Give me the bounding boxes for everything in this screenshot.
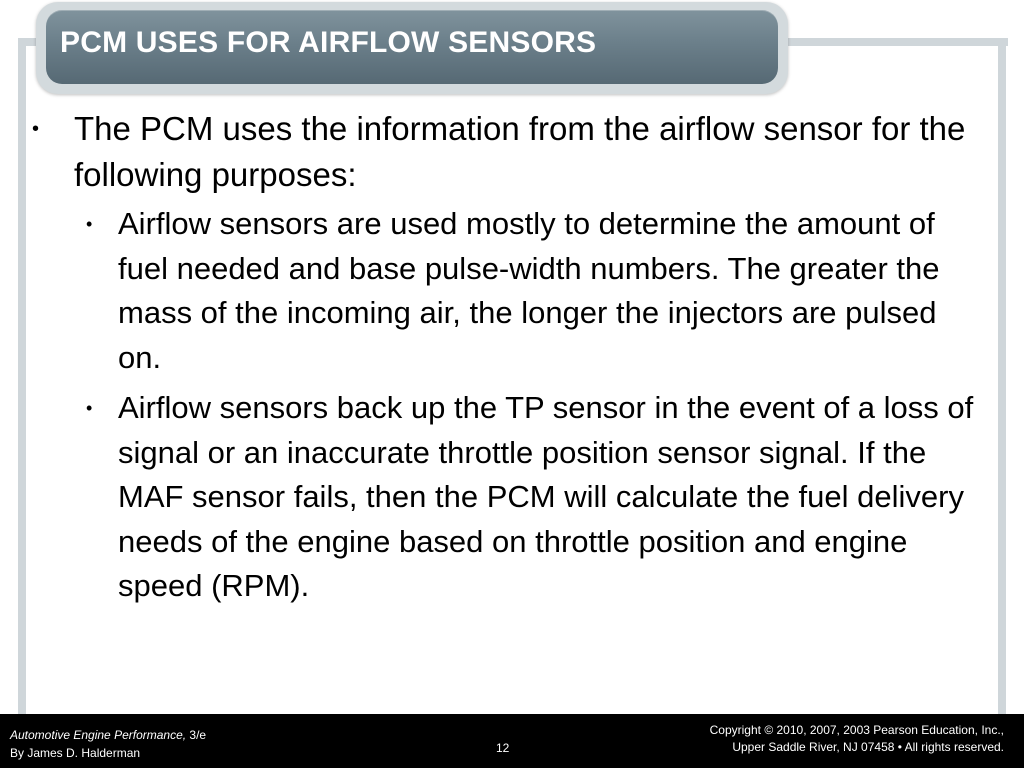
sub-bullet-text: Airflow sensors back up the TP sensor in the event of a loss of signal or an inaccurate throttle position sensor signal. If the MAF sensor fails, then the PCM will calculate the fuel delivery needs of the engine based on throttle position and engine speed (RPM). [118,390,974,603]
page-number: 12 [496,741,510,755]
book-edition: 3/e [186,728,207,742]
sub-bullet-list [28,202,988,609]
main-bullet [28,106,988,198]
bullet-marker: • [32,118,40,140]
sub-bullet-item [28,386,988,609]
slide-content [28,106,988,615]
copyright-line-1: Copyright © 2010, 2007, 2003 Pearson Education, Inc., [709,723,1004,737]
footer-copyright [710,722,1004,756]
footer-bar [0,714,1024,768]
slide-title: PCM USES FOR AIRFLOW SENSORS [60,26,597,59]
frame-right-border [998,38,1006,718]
book-author: By James D. Halderman [10,746,141,760]
sub-bullet-marker: • [86,398,93,418]
sub-bullet-item [28,202,988,380]
copyright-line-2: Upper Saddle River, NJ 07458 • All rights reserved. [732,740,1004,754]
footer-book-info [10,726,206,762]
book-title: Automotive Engine Performance, [10,728,187,742]
sub-bullet-marker: • [86,214,93,234]
frame-left-border [18,38,26,718]
main-bullet-text: The PCM uses the information from the airflow sensor for the following purposes: [74,110,966,193]
sub-bullet-text: Airflow sensors are used mostly to determine the amount of fuel needed and base pulse-width numbers. The greater the mass of the incoming air, the longer the injectors are pulsed on. [118,206,940,375]
